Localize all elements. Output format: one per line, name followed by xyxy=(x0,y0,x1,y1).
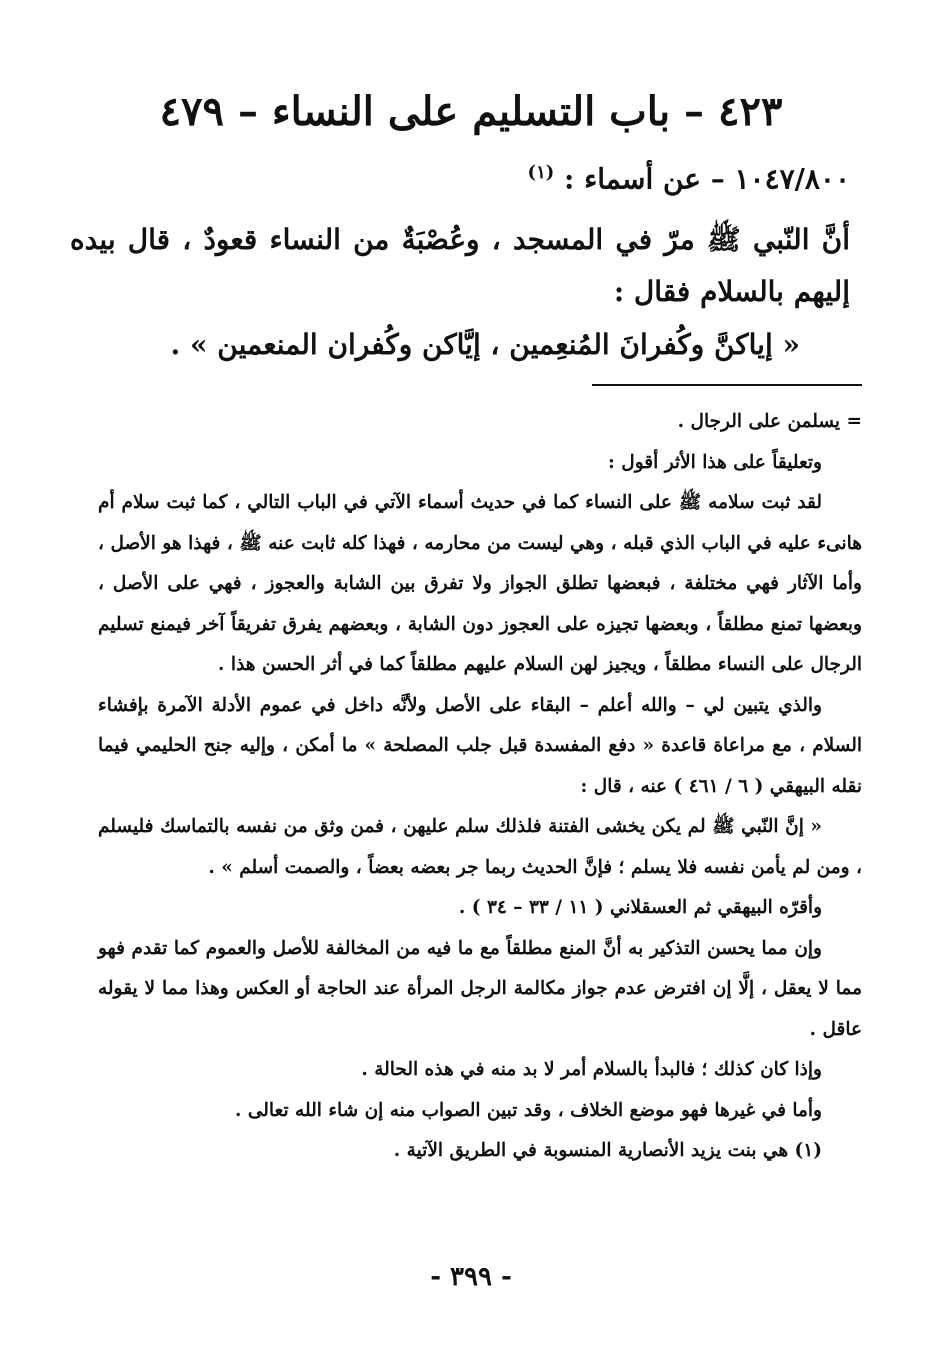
hadith-number-text: ١٠٤٧/٨٠٠ – عن أسماء : xyxy=(564,162,850,196)
chapter-title: ٤٢٣ – باب التسليم على النساء – ٤٧٩ xyxy=(159,88,783,135)
footnote-paragraph: (١) هي بنت يزيد الأنصارية المنسوبة في الطريق الآتية . xyxy=(393,1140,822,1161)
footnote-paragraph: لقد ثبت سلامه ﷺ على النساء كما في حديث أسماء الآتي في الباب التالي ، كما ثبت سلام أم هانىء عليه في الباب الذي قبله ، وهي ليست من محارمه ، فهذا كله ثابت عنه ﷺ ، فهذا هو الأصل ، وأما الآثار فهي مختلفة ، فبعضها تطلق الجواز ولا تفرق بين الشابة والعجوز ، فهي على الأصل ، وبعضها تمنع مطلقاً ، وبعضها تجيزه على العجوز دون الشابة ، وبعضهم يفرق تفريقاً آخر فيمنع تسليم الرجال على النساء مطلقاً ، ويجيز لهن السلام عليهم مطلقاً كما في أثر الحسن هذا . xyxy=(98,492,862,675)
footnote-paragraph: وإذا كان كذلك ؛ فالبدأ بالسلام أمر لا بد منه في هذه الحالة . xyxy=(361,1059,822,1080)
footnotes-section xyxy=(98,402,862,1172)
footnote-paragraph: وتعليقاً على هذا الأثر أقول : xyxy=(608,451,822,473)
footnote-paragraph: = يسلمن على الرجال . xyxy=(677,411,862,432)
footnote-paragraph: وأما في غيرها فهو موضع الخلاف ، وقد تبين الصواب منه إن شاء الله تعالى . xyxy=(234,1099,822,1121)
footnote-reference: (١) xyxy=(527,162,555,183)
hadith-quote: « إياكنَّ وكُفرانَ المُنعِمين ، إيَّاكن وكُفران المنعمين » . xyxy=(170,328,800,361)
page-number: - ٣٩٩ - xyxy=(430,1262,512,1292)
hadith-body: أنَّ النّبي ﷺ مرّ في المسجد ، وعُصْبَةٌ من النساء قعودٌ ، قال بيده إليهم بالسلام فقال : xyxy=(70,223,850,308)
footnote-paragraph: والذي يتبين لي – والله أعلم – البقاء على الأصل ولأنَّه داخل في عموم الأدلة الآمرة بإفشاء السلام ، مع مراعاة قاعدة « دفع المفسدة قبل جلب المصلحة » ما أمكن ، وإليه جنح الحليمي فيما نقله البيهقي ( ٦ / ٤٦١ ) عنه ، قال : xyxy=(98,694,862,797)
footnote-paragraph: « إنَّ النّبي ﷺ لم يكن يخشى الفتنة فلذلك سلم عليهن ، فمن وثق من نفسه بالتماسك فليسلم ، ومن لم يأمن نفسه فلا يسلم ؛ فإنَّ الحديث ربما جر بعضه بعضاً ، والصمت أسلم » . xyxy=(98,816,862,878)
footnote-divider xyxy=(592,384,862,386)
footnote-paragraph: وإن مما يحسن التذكير به أنَّ المنع مطلقاً مع ما فيه من المخالفة للأصل والعموم كما تقدم فهو مما لا يعقل ، إلَّا إن افترض عدم جواز مكالمة الرجل المرأة عند الحاجة أو العكس وهذا مما لا يقوله عاقل . xyxy=(98,937,862,1040)
hadith-number xyxy=(528,162,850,195)
footnote-paragraph: وأقرّه البيهقي ثم العسقلاني ( ١١ / ٣٣ – ٣٤ ) . xyxy=(458,897,822,918)
